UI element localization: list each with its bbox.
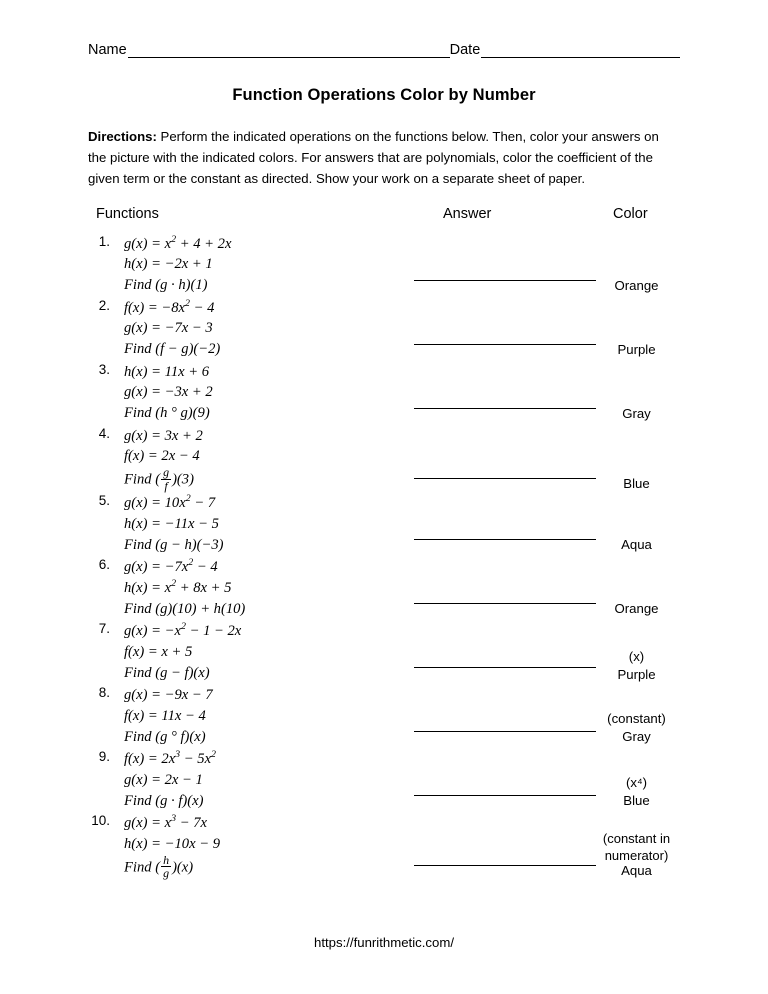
answer-line[interactable] (414, 667, 596, 668)
color-label: Aqua (621, 863, 652, 879)
column-header-answer: Answer (443, 205, 492, 222)
function-line-2: h(x) = −2x + 1 (124, 256, 213, 273)
answer-cell[interactable] (414, 426, 599, 494)
problem-number: 4. (98, 425, 110, 441)
directions-text: Perform the indicated operations on the functions below. Then, color your answers on the picture with the indicated colors. For answers that are polynomials, color the coefficient of the given term or the constant as directed. Show your work on a separate sheet of paper. (88, 129, 659, 186)
problem-row (88, 685, 680, 749)
footer-url[interactable]: https://funrithmetic.com/ (314, 935, 454, 950)
function-line-2: f(x) = 2x − 4 (124, 448, 200, 465)
problem-row (88, 298, 680, 362)
answer-cell[interactable] (414, 813, 599, 881)
problem-number: 10. (91, 813, 110, 829)
answer-line[interactable] (414, 344, 596, 345)
color-label: Aqua (621, 537, 652, 553)
problem-number: 3. (98, 361, 110, 377)
directions-label: Directions: (88, 129, 157, 144)
function-line-3: Find (g − h)(−3) (124, 536, 224, 553)
answer-cell[interactable] (414, 362, 599, 426)
problem-number: 7. (98, 621, 110, 637)
color-label: Gray (622, 405, 651, 421)
answer-cell[interactable] (414, 685, 599, 749)
problem-functions (114, 234, 414, 296)
date-label: Date (449, 42, 481, 58)
function-line-2: $h(x) = x^2 + 8x + 5$ (124, 578, 232, 596)
problem-row (88, 557, 680, 621)
problem-number: 6. (98, 557, 110, 573)
problem-functions (114, 749, 414, 811)
problem-row (88, 813, 680, 881)
function-line-3: Find (g − f)(x) (124, 664, 210, 681)
color-note: (x) (628, 649, 645, 665)
name-date-header (88, 0, 680, 58)
function-line-3: Find (g · f)(x) (124, 792, 204, 809)
answer-cell[interactable] (414, 621, 599, 685)
color-label: Orange (614, 277, 659, 293)
color-label: Blue (623, 475, 650, 491)
problem-row (88, 493, 680, 557)
color-label: Purple (617, 667, 656, 683)
color-label: Purple (617, 341, 656, 357)
color-note: (constant in numerator) (602, 831, 671, 863)
function-line-3: Find (f − g)(−2) (124, 341, 221, 358)
problem-row (88, 426, 680, 494)
answer-cell[interactable] (414, 298, 599, 362)
color-note: (x⁴) (625, 775, 648, 791)
function-line-3: Find (g · h)(1) (124, 277, 208, 294)
date-input-line[interactable] (481, 43, 680, 58)
problem-functions (114, 685, 414, 747)
function-line-1: g(x) = 3x + 2 (124, 427, 203, 444)
answer-cell[interactable] (414, 749, 599, 813)
function-line-2: f(x) = 11x − 4 (124, 707, 206, 724)
name-input-line[interactable] (128, 43, 450, 58)
function-line-1: g(x) = −9x − 7 (124, 687, 213, 704)
function-line-2: g(x) = 2x − 1 (124, 771, 203, 788)
function-line-2: g(x) = −7x − 3 (124, 320, 213, 337)
answer-cell[interactable] (414, 557, 599, 621)
problem-functions (114, 621, 414, 683)
function-line-2: f(x) = x + 5 (124, 643, 193, 660)
color-label: Gray (622, 729, 651, 745)
function-line-2: h(x) = −10x − 9 (124, 835, 220, 852)
name-label: Name (88, 42, 127, 58)
function-line-1: $g(x) = -x^2 - 1 - 2x$ (124, 621, 242, 640)
function-line-3: Find (g ° f)(x) (124, 728, 206, 745)
function-line-3: Find ( $\frac{h}{g}$ )(x) (124, 852, 194, 881)
problem-functions (114, 426, 414, 494)
function-line-1: $g(x) = -7x^2 - 4$ (124, 557, 218, 576)
answer-cell[interactable] (414, 493, 599, 557)
color-label: Blue (623, 793, 650, 809)
problem-row (88, 749, 680, 813)
function-line-1: h(x) = 11x + 6 (124, 363, 210, 380)
problem-number: 9. (98, 749, 110, 765)
problem-functions (114, 493, 414, 555)
answer-line[interactable] (414, 280, 596, 281)
problem-number: 5. (98, 493, 110, 509)
directions-paragraph (88, 127, 680, 190)
answer-cell[interactable] (414, 234, 599, 298)
column-headers (88, 206, 680, 228)
problem-functions (114, 557, 414, 619)
column-header-color: Color (613, 205, 648, 222)
problem-row (88, 362, 680, 426)
function-line-1: $f(x) = 2x^3 - 5x^2$ (124, 749, 216, 768)
problem-number: 8. (98, 685, 110, 701)
page-title: Function Operations Color by Number (232, 86, 536, 104)
answer-line[interactable] (414, 795, 596, 796)
function-line-1: $g(x) = x^3 - 7x$ (124, 813, 207, 832)
problem-list (88, 234, 680, 881)
function-line-3: Find (h ° g)(9) (124, 405, 210, 422)
function-line-2: h(x) = −11x − 5 (124, 515, 219, 532)
problem-functions (114, 362, 414, 424)
color-label: Orange (614, 601, 659, 617)
function-line-2: g(x) = −3x + 2 (124, 384, 213, 401)
function-line-3: Find ( $\frac{g}{f}$ )(3) (124, 465, 194, 493)
column-header-functions: Functions (96, 205, 159, 222)
problem-functions (114, 298, 414, 360)
problem-functions (114, 813, 414, 881)
problem-row (88, 234, 680, 298)
function-line-1: $g(x) = 10x^2 - 7$ (124, 493, 216, 512)
color-note: (constant) (607, 711, 666, 727)
problem-number: 2. (98, 297, 110, 313)
answer-line[interactable] (414, 603, 596, 604)
answer-line[interactable] (414, 539, 596, 540)
function-line-3: Find (g)(10) + h(10) (124, 600, 246, 617)
problem-number: 1. (98, 233, 110, 249)
answer-line[interactable] (414, 731, 596, 732)
function-line-1: $g(x) = x^2 + 4 + 2x$ (124, 233, 232, 252)
function-line-1: $f(x) = -8x^2 - 4$ (124, 297, 215, 316)
answer-line[interactable] (414, 478, 596, 479)
answer-line[interactable] (414, 408, 596, 409)
problem-row (88, 621, 680, 685)
answer-line[interactable] (414, 865, 596, 866)
